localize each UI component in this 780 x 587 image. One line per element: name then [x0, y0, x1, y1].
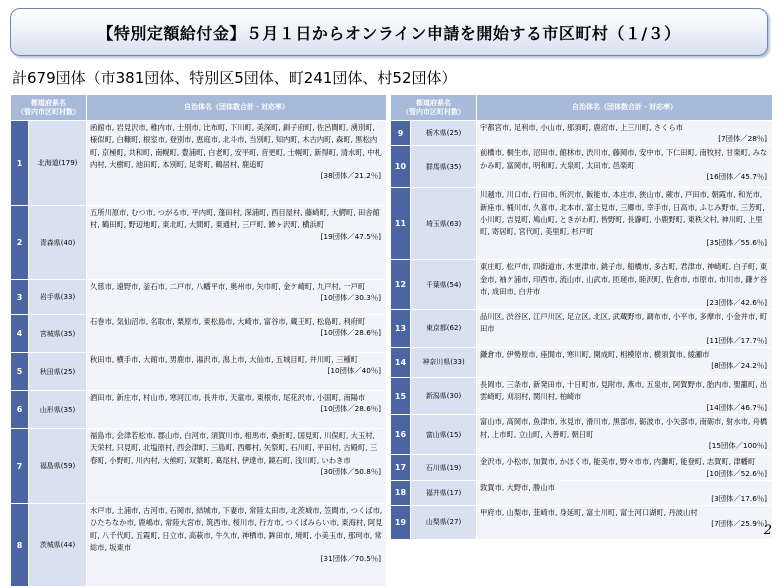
count-rate: [16団体／45.7％] — [706, 171, 767, 181]
prefecture-name: 東京都(62) — [411, 310, 477, 348]
municipality-list: 宇都宮市, 足利市, 小山市, 那須町, 鹿沼市, 上三川町, さくら市 — [480, 123, 683, 132]
municipality-cell — [87, 280, 387, 315]
count-rate: [8団体／24.2％] — [711, 361, 767, 371]
municipality-list: 富山市, 高岡市, 魚津市, 氷見市, 滑川市, 黒部市, 砺波市, 小矢部市, 南砺市, 射水市, 舟橋村, 上市町, 立山町, 入善町, 朝日町 — [480, 417, 768, 439]
municipality-list: 品川区, 渋谷区, 江戸川区, 足立区, 北区, 武蔵野市, 調布市, 小平市, 多摩市, 小金井市, 町田市 — [480, 312, 768, 334]
prefecture-name: 福井県(17) — [411, 480, 477, 505]
table-row — [391, 146, 773, 188]
count-rate: [19団体／47.5％] — [320, 231, 381, 241]
row-number: 9 — [391, 121, 411, 146]
table-row — [391, 347, 773, 377]
row-number: 11 — [391, 188, 411, 260]
prefecture-name: 神奈川県(33) — [411, 347, 477, 377]
count-rate: [14団体／46.7％] — [706, 403, 767, 413]
table-row — [391, 377, 773, 415]
table-row — [391, 310, 773, 348]
row-number: 10 — [391, 146, 411, 188]
municipality-cell — [477, 505, 773, 539]
title-banner — [10, 8, 768, 56]
count-rate: [10団体／28.6％] — [320, 328, 381, 338]
table-row — [11, 504, 387, 587]
municipality-list: 金沢市, 小松市, 加賀市, かほく市, 能美市, 野々市市, 内灘町, 能登町, 志賀町, 津幡町 — [480, 457, 756, 467]
row-number: 6 — [11, 391, 29, 429]
prefecture-name: 新潟県(30) — [411, 377, 477, 415]
row-number: 4 — [11, 315, 29, 353]
count-rate: [10団体／28.6％] — [320, 404, 381, 414]
municipality-list: 前橋市, 桐生市, 沼田市, 館林市, 渋川市, 藤岡市, 安中市, 下仁田町, 南牧村, 甘楽町, みなかみ町, 富岡市, 明和町, 大泉町, 太田市, 邑楽町 — [480, 148, 768, 170]
table-header-row — [11, 95, 387, 121]
row-number: 13 — [391, 310, 411, 348]
municipality-list: 甲府市, 山梨市, 韮崎市, 身延町, 富士川町, 富士河口湖町, 丹波山村 — [480, 507, 698, 517]
prefecture-name: 石川県(19) — [411, 455, 477, 480]
prefecture-name: 群馬県(35) — [411, 146, 477, 188]
municipality-list: 函館市, 岩見沢市, 稚内市, 士別市, 比布町, 下川町, 美深町, 釧子府町, 佐呂間町, 湧別町, 様似町, 白糠町, 根室市, 登別市, 恵庭市, 北斗市, 当別町, 知内町, 木古内町, 森町, 黒松内町, 京極町, 共和町, 南幌町, 豊浦町, 白老町, 安平町, 音更町, 士幌町, 新得町, 清水町, 中札内村, 大樹町, 池田町, 本別町, 足寄町, 鶴居村, 鹿追町 — [90, 123, 382, 169]
municipality-cell — [87, 353, 387, 391]
municipality-cell — [477, 455, 773, 480]
municipality-list: 鎌倉市, 伊勢原市, 座間市, 寒川町, 開成町, 相模原市, 横須賀市, 綾瀬市 — [480, 349, 710, 359]
municipality-list: 水戸市, 土浦市, 古河市, 石岡市, 結城市, 下妻市, 常陸太田市, 北茨城市, 笠間市, つくば市, ひたちなか市, 鹿嶋市, 常陸大宮市, 筑西市, 桜川市, 行方市, つくばみらい市, 東海村, 阿見町, 八千代町, 五霞町, 日立市, 高萩市, 牛久市, 神栖市, 鉾田市, 境町, 小美玉市, 那珂市, 常総市, 坂東市 — [90, 506, 383, 552]
table-row — [11, 121, 387, 206]
header-pref — [391, 95, 477, 121]
count-rate: [15団体／100％] — [708, 440, 767, 450]
count-rate: [3団体／17.6％] — [711, 493, 767, 503]
row-number: 14 — [391, 347, 411, 377]
municipality-cell — [87, 504, 387, 587]
header-pref-label: 都道府県名 （管内市区町村数） — [17, 98, 80, 116]
prefecture-name: 茨城県(44) — [29, 504, 87, 587]
municipality-list: 久慈市, 遠野市, 釜石市, 二戸市, 八幡平市, 奥州市, 矢巾町, 金ケ崎町, 九戸村, 一戸町 — [90, 282, 366, 291]
summary-line: 計679団体（市381団体、特別区5団体、町241団体、村52団体） — [12, 69, 457, 87]
prefecture-name: 岩手県(33) — [29, 280, 87, 315]
municipality-cell — [477, 121, 773, 146]
prefecture-name: 山梨県(27) — [411, 505, 477, 539]
prefecture-name: 福島県(59) — [29, 429, 87, 504]
right-table — [390, 94, 773, 540]
municipality-list: 秋田市, 横手市, 大館市, 男鹿市, 湯沢市, 潟上市, 大仙市, 五城目町, 井川町, 三種町 — [90, 355, 358, 364]
page-number: 2 — [763, 523, 772, 538]
table-row — [391, 260, 773, 310]
header-pref-label: 都道府県名 （管内市区町村数） — [402, 98, 465, 116]
municipality-cell — [477, 347, 773, 377]
count-rate: [10団体／30.3％] — [320, 293, 381, 303]
municipality-cell — [477, 377, 773, 415]
count-rate: [7団体／28％] — [718, 134, 767, 144]
prefecture-name: 山形県(35) — [29, 391, 87, 429]
municipality-list: 石巻市, 気仙沼市, 名取市, 栗原市, 東松島市, 大崎市, 富谷市, 蔵王町, 松島町, 利府町 — [90, 317, 366, 326]
count-rate: [30団体／50.8％] — [320, 466, 381, 476]
table-row — [11, 353, 387, 391]
municipality-list: 敦賀市, 大野市, 勝山市 — [480, 482, 555, 492]
count-rate: [10団体／40％] — [327, 366, 381, 376]
row-number: 3 — [11, 280, 29, 315]
table-row — [391, 480, 773, 505]
municipality-list: 福島市, 会津若松市, 郡山市, 白河市, 須賀川市, 相馬市, 桑折町, 国見町, 川俣町, 大玉村, 天栄村, 只見町, 北塩原村, 西会津町, 三島町, 西郷村, 矢祭町, 石川町, 平田村, 古殿町, 三春町, 小野町, 川内村, 大熊町, 双葉町, 葛尾村, 伊達市, 鏡石町, 浅川町, いわき市 — [90, 431, 378, 465]
table-header-row — [391, 95, 773, 121]
municipality-cell — [477, 415, 773, 455]
row-number: 2 — [11, 206, 29, 280]
header-munis: 自治体名（団体数合計・対応率） — [87, 95, 387, 121]
municipality-list: 五所川原市, むつ市, つがる市, 平内町, 蓬田村, 深浦町, 西目屋村, 藤崎町, 大鰐町, 田舎館村, 鶴田町, 野辺地町, 東北町, 大間町, 東通村, 三戸町, 鰺ヶ沢町, 横浜町 — [90, 208, 380, 230]
municipality-cell — [87, 121, 387, 206]
count-rate: [10団体／52.6％] — [706, 468, 767, 478]
table-row — [391, 455, 773, 480]
municipality-cell — [477, 480, 773, 505]
left-table-body — [11, 121, 387, 587]
count-rate: [31団体／70.5％] — [320, 554, 381, 564]
count-rate: [35団体／55.6％] — [706, 238, 767, 248]
prefecture-name: 栃木県(25) — [411, 121, 477, 146]
municipality-cell — [87, 315, 387, 353]
row-number: 15 — [391, 377, 411, 415]
count-rate: [23団体／42.6％] — [706, 298, 767, 308]
municipality-list: 川越市, 川口市, 行田市, 所沢市, 飯能市, 本庄市, 狭山市, 蕨市, 戸田市, 朝霞市, 和光市, 新座市, 桶川市, 久喜市, 北本市, 富士見市, 三郷市, 幸手市, 日高市, ふじみ野市, 三芳町, 小川町, 吉見町, 鳩山町, ときがわ町, 皆野町, 長瀞町, 小鹿野町, 東秩父村, 神川町, 上里町, 寄居町, 宮代町, 美里町, 杉戸町 — [480, 190, 765, 237]
page-title: 【特別定額給付金】５月１日からオンライン申請を開始する市区町村（１/３） — [97, 23, 681, 43]
table-row — [391, 121, 773, 146]
table-row — [11, 280, 387, 315]
prefecture-name: 埼玉県(63) — [411, 188, 477, 260]
table-row — [11, 391, 387, 429]
right-table-body — [391, 121, 773, 540]
municipality-cell — [87, 206, 387, 280]
municipality-cell — [87, 429, 387, 504]
count-rate: [7団体／25.9％] — [711, 519, 767, 529]
table-row — [391, 505, 773, 539]
table-row — [391, 188, 773, 260]
table-row — [11, 429, 387, 504]
header-pref — [11, 95, 87, 121]
count-rate: [38団体／21.2％] — [320, 171, 381, 181]
prefecture-name: 秋田県(25) — [29, 353, 87, 391]
count-rate: [11団体／17.7％] — [706, 335, 767, 345]
row-number: 16 — [391, 415, 411, 455]
row-number: 8 — [11, 504, 29, 587]
municipality-cell — [477, 260, 773, 310]
prefecture-name: 千葉県(54) — [411, 260, 477, 310]
row-number: 7 — [11, 429, 29, 504]
municipality-list: 東庄町, 松戸市, 四街道市, 木更津市, 銚子市, 船橋市, 多古町, 君津市, 神崎町, 白子町, 東金市, 袖ケ浦市, 印西市, 流山市, 山武市, 匝瑳市, 睦沢町, 佐倉市, 市原市, 市川市, 鎌ケ谷市, 成田市, 白井市 — [480, 262, 768, 296]
row-number: 17 — [391, 455, 411, 480]
row-number: 5 — [11, 353, 29, 391]
row-number: 1 — [11, 121, 29, 206]
header-munis: 自治体名（団体数合計・対応率） — [477, 95, 773, 121]
table-row — [11, 206, 387, 280]
municipality-cell — [477, 310, 773, 348]
prefecture-name: 富山県(15) — [411, 415, 477, 455]
table-row — [11, 315, 387, 353]
municipality-cell — [477, 146, 773, 188]
row-number: 12 — [391, 260, 411, 310]
municipality-list: 長岡市, 三条市, 新発田市, 十日町市, 見附市, 燕市, 五泉市, 阿賀野市, 胎内市, 聖籠町, 出雲崎町, 刈羽村, 関川村, 柏崎市 — [480, 379, 768, 402]
prefecture-name: 青森県(40) — [29, 206, 87, 280]
municipality-list: 酒田市, 新庄市, 村山市, 寒河江市, 長井市, 天童市, 東根市, 尾花沢市, 小国町, 南陽市 — [90, 393, 366, 402]
prefecture-name: 北海道(179) — [29, 121, 87, 206]
municipality-cell — [87, 391, 387, 429]
municipality-cell — [477, 188, 773, 260]
prefecture-name: 宮城県(35) — [29, 315, 87, 353]
row-number: 18 — [391, 480, 411, 505]
row-number: 19 — [391, 505, 411, 539]
left-table — [10, 94, 387, 587]
table-row — [391, 415, 773, 455]
